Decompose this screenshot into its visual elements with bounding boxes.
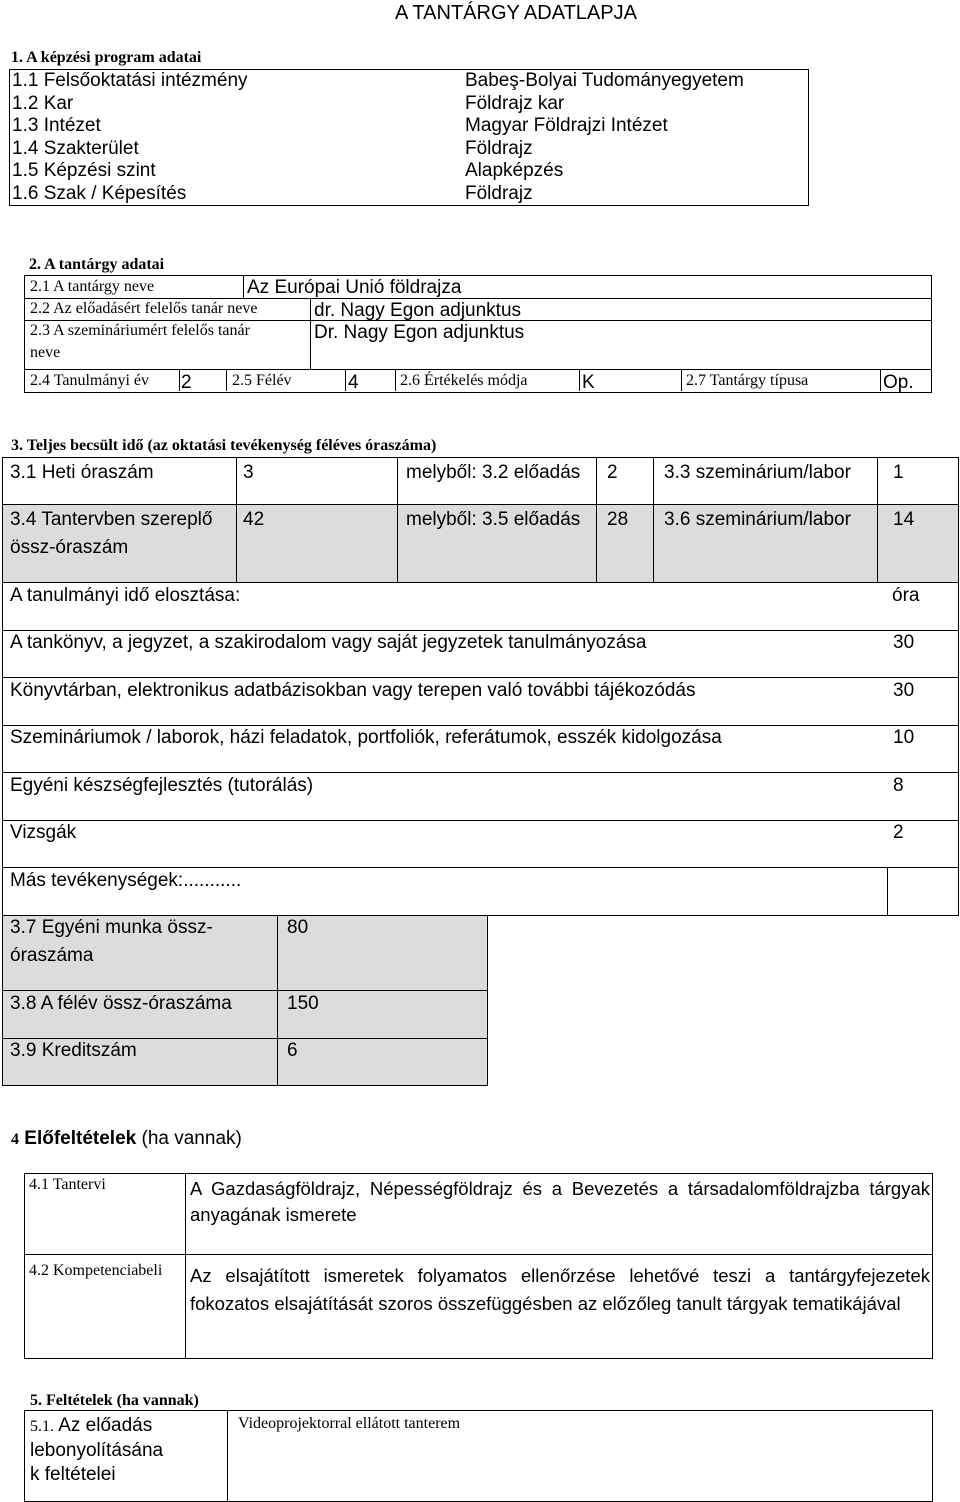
- activity-hours: 8: [893, 775, 904, 796]
- section-4-title: Előfeltételek: [24, 1128, 137, 1149]
- table-row: [10, 138, 809, 161]
- activity-label: Vizsgák: [10, 822, 77, 843]
- section-4-number: 4: [11, 1131, 19, 1148]
- activity-hours: 10: [893, 727, 915, 748]
- study-year-value: 2: [181, 372, 192, 393]
- total-seminar-label: 3.6 szeminárium/labor: [664, 509, 851, 530]
- activity-hours: 30: [893, 632, 915, 653]
- section-1-heading: 1. A képzési program adatai: [11, 49, 202, 66]
- row-label: 1.4 Szakterület: [12, 137, 139, 159]
- total-hours-label: 3.4 Tantervben szereplő: [10, 509, 213, 530]
- activity-label: A tankönyv, a jegyzet, a szakirodalom vagy saját jegyzetek tanulmányozása: [10, 632, 647, 653]
- individual-work-label-2: óraszáma: [10, 945, 94, 966]
- activity-label: Szemináriumok / laborok, házi feladatok, portfoliók, referátumok, esszék kidolgozása: [10, 727, 722, 748]
- lecture-conditions-line-2: lebonyolításána: [30, 1440, 164, 1461]
- study-year-label: 2.4 Tanulmányi év: [30, 372, 150, 389]
- individual-work-label: 3.7 Egyéni munka össz-: [10, 917, 213, 938]
- lecture-conditions-value: Videoprojektorral ellátott tanterem: [238, 1415, 461, 1432]
- activity-label: Könyvtárban, elektronikus adatbázisokban vagy terepen való további tájékozódás: [10, 680, 696, 701]
- lecture-conditions-number: 5.1.: [30, 1418, 54, 1435]
- weekly-hours-label: 3.1 Heti óraszám: [10, 462, 154, 483]
- credits-value: 6: [287, 1040, 298, 1061]
- competence-prereq-label: 4.2 Kompetenciabeli: [29, 1262, 163, 1279]
- row-value: Földrajz: [465, 137, 533, 159]
- curricular-prereq-value: A Gazdaságföldrajz, Népességföldrajz és a Bevezetés a társadalomföldrajzba tárgyak anyagának ismerete: [190, 1178, 930, 1225]
- row-value: Magyar Földrajzi Intézet: [465, 115, 668, 136]
- course-type-value: Op.: [883, 372, 914, 393]
- lecturer-label: 2.2 Az előadásért felelős tanár neve: [30, 300, 258, 317]
- course-name-value: Az Európai Unió földrajza: [247, 277, 462, 298]
- semester-value: 4: [348, 372, 359, 393]
- row-value: Földrajz: [465, 182, 533, 204]
- semester-total-label: 3.8 A félév össz-óraszáma: [10, 993, 232, 1014]
- section-3-heading: 3. Teljes becsült idő (az oktatási tevékenység féléves óraszáma): [11, 437, 437, 454]
- weekly-lecture-label: melyből: 3.2 előadás: [406, 462, 581, 483]
- row-label: 1.2 Kar: [12, 92, 74, 114]
- course-type-label: 2.7 Tantárgy típusa: [686, 372, 809, 389]
- row-value: Babeş-Bolyai Tudományegyetem: [465, 70, 744, 91]
- semester-total-value: 150: [287, 993, 319, 1014]
- weekly-seminar-value: 1: [893, 462, 904, 483]
- distribution-unit: óra: [892, 585, 920, 606]
- total-hours-label-2: össz-óraszám: [10, 537, 129, 558]
- total-lecture-label: melyből: 3.5 előadás: [406, 509, 581, 530]
- distribution-label: A tanulmányi idő elosztása:: [10, 585, 241, 606]
- table-row: [10, 183, 809, 206]
- total-hours-value: 42: [243, 509, 265, 530]
- row-label: 1.5 Képzési szint: [12, 160, 156, 181]
- weekly-hours-value: 3: [243, 462, 254, 483]
- lecture-conditions-line-1: Az előadás: [54, 1415, 153, 1436]
- weekly-seminar-label: 3.3 szeminárium/labor: [664, 462, 851, 483]
- program-data-table: [9, 69, 809, 206]
- row-label: 1.3 Intézet: [12, 115, 101, 136]
- table-row: [10, 115, 809, 138]
- row-value: Alapképzés: [465, 160, 564, 181]
- activity-label: Egyéni készségfejlesztés (tutorálás): [10, 775, 314, 796]
- row-label: 1.1 Felsőoktatási intézmény: [12, 70, 248, 91]
- lecturer-value: dr. Nagy Egon adjunktus: [314, 300, 522, 321]
- curricular-prereq-label: 4.1 Tantervi: [29, 1176, 106, 1193]
- total-seminar-value: 14: [893, 509, 915, 530]
- section-4-subtitle: (ha vannak): [136, 1128, 242, 1149]
- table-row: [10, 160, 809, 183]
- table-row: [10, 93, 809, 116]
- page-title: A TANTÁRGY ADATLAPJA: [395, 2, 637, 24]
- lecture-conditions-line-3: k feltételei: [30, 1464, 116, 1485]
- seminar-lecturer-label: 2.3 A szemináriumért felelős tanár: [30, 322, 250, 339]
- semester-label: 2.5 Félév: [232, 372, 292, 389]
- row-value: Földrajz kar: [465, 92, 565, 114]
- course-name-label: 2.1 A tantárgy neve: [30, 278, 155, 295]
- credits-label: 3.9 Kreditszám: [10, 1040, 137, 1061]
- row-label: 1.6 Szak / Képesítés: [12, 182, 187, 204]
- competence-prereq-value: Az elsajátított ismeretek folyamatos ellenőrzése lehetővé teszi a tantárgyfejezetek fokozatos elsajátítását szoros összefüggésben az előzőleg tanult tárgyak tematikájával: [190, 1265, 930, 1314]
- lecture-conditions-label: [30, 1414, 163, 1487]
- total-lecture-value: 28: [607, 509, 629, 530]
- weekly-lecture-value: 2: [607, 462, 618, 483]
- activity-hours: 30: [893, 680, 915, 701]
- evaluation-label: 2.6 Értékelés módja: [400, 372, 528, 389]
- seminar-lecturer-value: Dr. Nagy Egon adjunktus: [314, 322, 525, 343]
- table-row: [10, 70, 809, 93]
- evaluation-value: K: [582, 372, 595, 393]
- section-5-heading: 5. Feltételek (ha vannak): [30, 1392, 199, 1409]
- activity-hours: 2: [893, 822, 904, 843]
- section-2-heading: 2. A tantárgy adatai: [29, 256, 165, 273]
- section-4-heading: [11, 1128, 242, 1150]
- individual-work-value: 80: [287, 917, 309, 938]
- activity-label: Más tevékenységek:...........: [10, 870, 242, 891]
- seminar-lecturer-label-2: neve: [30, 344, 61, 361]
